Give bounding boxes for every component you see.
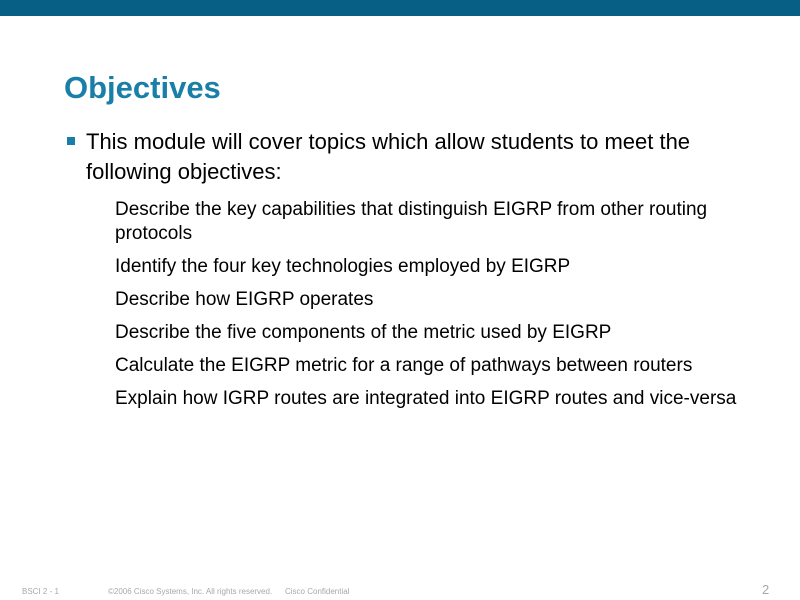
objective-item: Explain how IGRP routes are integrated into EIGRP routes and vice-versa: [115, 388, 737, 409]
footer-copyright: ©2006 Cisco Systems, Inc. All rights reserved.: [108, 587, 273, 596]
footer-course-code: BSCI 2 - 1: [22, 587, 59, 596]
objectives-list: [115, 198, 755, 420]
main-bullet: [64, 127, 744, 187]
top-header-bar: [0, 0, 800, 16]
page-number: 2: [762, 582, 770, 597]
objective-item: Identify the four key technologies employed by EIGRP: [115, 256, 571, 277]
square-bullet-icon: [67, 137, 75, 145]
main-bullet-text: This module will cover topics which allow students to meet the following objectives:: [86, 129, 691, 184]
footer-confidential: Cisco Confidential: [285, 587, 350, 596]
objective-item: Describe the key capabilities that distinguish EIGRP from other routing protocols: [115, 199, 708, 244]
objective-item: Describe how EIGRP operates: [115, 289, 374, 310]
objective-item: Describe the five components of the metric used by EIGRP: [115, 322, 612, 343]
slide-title: Objectives: [64, 70, 221, 105]
objective-item: Calculate the EIGRP metric for a range of pathways between routers: [115, 355, 693, 376]
